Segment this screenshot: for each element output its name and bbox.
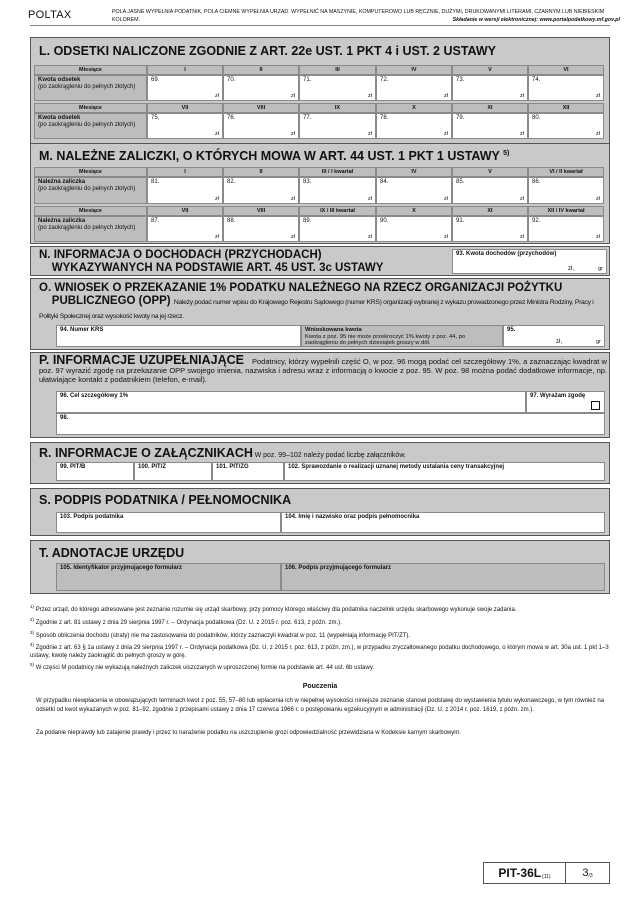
field-80[interactable]: [528, 113, 604, 139]
interest-label-text: Kwota odsetek: [38, 77, 81, 83]
field-82[interactable]: [223, 177, 299, 204]
notice-text: POLA JASNE WYPEŁNIA PODATNIK, POLA CIEMNE WYPEŁNIA URZĄD. WYPEŁNIĆ NA MASZYNIE, KOMPUTEROWO LUB RĘCZNIE, DUŻYMI, DRUKOWANYMI LITERAMI, CZARNYM LUB NIEBIESKIM KOLOREM.: [112, 9, 605, 23]
field-104-proxy[interactable]: [281, 512, 605, 533]
field-number: 80.: [532, 115, 541, 121]
field-94-label: 94. Numer KRS: [60, 327, 104, 333]
section-r-header: [39, 446, 406, 460]
unit-label: zł: [596, 93, 600, 99]
field-number: 84.: [380, 179, 389, 185]
field-101-label: 101. PIT/ZG: [216, 464, 249, 470]
requested-amount-info: [301, 325, 503, 347]
field-96-purpose[interactable]: [56, 391, 526, 413]
interest-label-sub: (po zaokrągleniu do pełnych złotych): [38, 84, 136, 90]
unit-label: zł: [291, 234, 295, 240]
section-p-header: [39, 353, 607, 384]
consent-checkbox[interactable]: [591, 401, 600, 410]
footnote-text: Przez urząd, do którego adresowane jest zeznanie rozumie się urząd skarbowy, przy pomocy którego właściwy dla podatnika naczelnik urzędu skarbowego wykonuje swoje zadania.: [35, 607, 517, 613]
section-n: [30, 246, 610, 276]
form-code: PIT-36L: [498, 866, 542, 880]
field-88[interactable]: [223, 216, 299, 242]
field-77[interactable]: [299, 113, 376, 139]
section-p-description: Podatnicy, którzy wypełnili część O, w poz. 96 mogą podać cel szczegółowy 1%, a zaznaczając kwadrat w poz. 97 wyrazić zgodę na przekazanie OPP swojego imienia, nazwiska i adresu wraz z informacją o kwocie z poz. 95. W poz. 98 można podać dodatkowe informacje, np. ułatwiające kontakt z podatnikiem (telefon, e-mail).: [39, 357, 607, 384]
footnote-number: 5): [30, 662, 35, 667]
field-number: 92.: [532, 218, 541, 224]
interest-label: [34, 113, 147, 139]
month-label: X: [376, 206, 452, 216]
month-label: VI / II kwartał: [528, 167, 604, 177]
footnote-text: Zgodnie z art. 81 ustawy z dnia 29 sierpnia 1997 r. – Ordynacja podatkowa (Dz. U. z 2015 r. poz. 613, z późn. zm.).: [35, 620, 342, 626]
field-97-consent[interactable]: [526, 391, 605, 413]
month-label: I: [147, 65, 223, 75]
month-label: XI: [452, 103, 528, 113]
instructions-paragraph-2: Za podanie nieprawdy lub zatajenie prawdy i przez to narażenie podatku na uszczuplenie grozi odpowiedzialność przewidziana w Kodeksie karnym skarbowym.: [36, 730, 461, 736]
section-l-months-1: [34, 65, 604, 75]
field-number: 82.: [227, 179, 236, 185]
section-m-title: [39, 149, 509, 163]
section-r-title: R. INFORMACJE O ZAŁĄCZNIKACH: [39, 446, 253, 460]
unit-zl: zł,: [556, 339, 562, 345]
field-number: 85.: [456, 179, 465, 185]
month-label: II: [223, 65, 299, 75]
field-105: [56, 563, 281, 591]
field-78[interactable]: [376, 113, 452, 139]
months-header: Miesiące: [34, 206, 147, 216]
month-label: IX: [299, 103, 376, 113]
field-103-signature[interactable]: [56, 512, 281, 533]
unit-label: zł: [291, 93, 295, 99]
footnote-number: 1): [30, 604, 35, 609]
footnote-5: [30, 661, 610, 673]
unit-label: zł: [215, 131, 219, 137]
unit-zl: zł,: [568, 266, 574, 272]
footnote-text: Zgodnie z art. 63 § 1a ustawy z dnia 29 sierpnia 1997 r. – Ordynacja podatkowa (Dz. U. z 2015 r. poz. 613, z późn. zm.), w przypadku zryczałtowanego podatku dochodowego, o którym mowa w art. 30a ust. 1 pkt 1–3 ustawy, kwotę należy zaokrąglić do pełnych groszy w górę.: [30, 645, 609, 659]
field-number: 72.: [380, 77, 389, 83]
field-number: 71.: [303, 77, 312, 83]
interest-label: [34, 75, 147, 101]
form-version: (11): [542, 873, 551, 880]
section-t-title: T. ADNOTACJE URZĘDU: [39, 546, 185, 560]
month-label: XII / IV kwartał: [528, 206, 604, 216]
month-label: III / I kwartał: [299, 167, 376, 177]
field-85[interactable]: [452, 177, 528, 204]
section-r-description: W poz. 99–102 należy podać liczbę załączników.: [254, 452, 406, 459]
footnote-ref: 5): [503, 149, 510, 157]
field-71[interactable]: [299, 75, 376, 101]
field-102-label: 102. Sprawozdanie o realizacji uznanej metody ustalania ceny transakcyjnej: [288, 464, 505, 470]
month-label: XI: [452, 206, 528, 216]
field-number: 86.: [532, 179, 541, 185]
unit-label: zł: [444, 131, 448, 137]
unit-label: zł: [291, 196, 295, 202]
footnote-number: 3): [30, 630, 35, 635]
unit-label: zł: [215, 196, 219, 202]
month-label: VIII: [223, 103, 299, 113]
requested-amount-label: Wnioskowana kwota: [305, 327, 362, 333]
footnote-1: [30, 603, 610, 615]
month-label: VIII: [223, 206, 299, 216]
section-l-values-1: [34, 75, 604, 101]
form-footer: [483, 862, 610, 884]
month-label: II: [223, 167, 299, 177]
field-99-label: 99. PIT/B: [60, 464, 86, 470]
advance-label-text: Należna zaliczka: [38, 218, 86, 224]
field-90[interactable]: [376, 216, 452, 242]
unit-label: zł: [215, 93, 219, 99]
field-number: 89.: [303, 218, 312, 224]
field-number: 81.: [151, 179, 160, 185]
unit-label: zł: [444, 196, 448, 202]
unit-label: zł: [291, 131, 295, 137]
section-l-months-2: [34, 103, 604, 113]
header-notice: [112, 8, 620, 24]
month-label: IX / III kwartał: [299, 206, 376, 216]
field-73[interactable]: [452, 75, 528, 101]
unit-label: zł: [368, 196, 372, 202]
field-102[interactable]: [284, 462, 605, 481]
section-r: [30, 442, 610, 484]
section-m-months-1: [34, 167, 604, 177]
month-label: VII: [147, 206, 223, 216]
field-number: 77.: [303, 115, 312, 121]
field-number: 69.: [151, 77, 160, 83]
field-92[interactable]: [528, 216, 604, 242]
unit-label: zł: [596, 131, 600, 137]
unit-label: zł: [520, 234, 524, 240]
unit-label: zł: [444, 234, 448, 240]
requested-amount-desc: Kwota z poz. 95 nie może przekroczyć 1% kwoty z poz. 44, po zaokrągleniu do pełnych dziesiątek groszy w dół.: [305, 333, 466, 346]
section-n-title-1: N. INFORMACJA O DOCHODACH (PRZYCHODACH): [39, 249, 322, 261]
unit-label: zł: [520, 196, 524, 202]
field-number: 76.: [227, 115, 236, 121]
advance-label-text: Należna zaliczka: [38, 179, 86, 185]
field-69[interactable]: [147, 75, 223, 101]
footnote-3: [30, 629, 610, 641]
field-number: 73.: [456, 77, 465, 83]
field-100[interactable]: [134, 462, 212, 481]
unit-label: zł: [215, 234, 219, 240]
field-number: 83.: [303, 179, 312, 185]
field-76[interactable]: [223, 113, 299, 139]
month-label: I: [147, 167, 223, 177]
section-n-title: [39, 249, 383, 275]
advance-label-sub: (po zaokrągleniu do pełnych złotych): [38, 186, 136, 192]
field-number: 88.: [227, 218, 236, 224]
advance-label: [34, 216, 147, 242]
field-104-label: 104. Imię i nazwisko oraz podpis pełnomocnika: [285, 514, 420, 520]
field-79[interactable]: [452, 113, 528, 139]
unit-label: zł: [596, 196, 600, 202]
header-divider: [30, 25, 610, 26]
field-number: 91.: [456, 218, 465, 224]
field-number: 87.: [151, 218, 160, 224]
section-s-title: S. PODPIS PODATNIKA / PEŁNOMOCNIKA: [39, 493, 292, 507]
field-93-label: 93. Kwota dochodów (przychodów): [456, 251, 557, 257]
unit-label: zł: [444, 93, 448, 99]
section-l-values-2: [34, 113, 604, 139]
page-number: [566, 863, 609, 883]
section-o: [30, 278, 610, 350]
footnote-2: [30, 616, 610, 628]
field-95-label: 95.: [507, 327, 516, 333]
unit-gr: gr: [598, 266, 603, 272]
form-id: [484, 863, 566, 883]
field-number: 75.: [151, 115, 160, 121]
field-106-label: 106. Podpis przyjmującego formularz: [285, 565, 392, 571]
interest-label-text: Kwota odsetek: [38, 115, 81, 121]
section-o-title-1: O. WNIOSEK O PRZEKAZANIE 1% PODATKU NALEŻNEGO NA RZECZ ORGANIZACJI POŻYTKU: [39, 282, 563, 294]
section-n-title-2: WYKAZYWANYCH NA PODSTAWIE ART. 45 UST. 3c USTAWY: [51, 262, 384, 274]
month-label: XII: [528, 103, 604, 113]
brand-label: POLTAX: [28, 9, 72, 21]
interest-label-sub: (po zaokrągleniu do pełnych złotych): [38, 122, 136, 128]
month-label: IV: [376, 167, 452, 177]
field-number: 78.: [380, 115, 389, 121]
field-84[interactable]: [376, 177, 452, 204]
section-p: [30, 352, 610, 438]
field-105-label: 105. Identyfikator przyjmującego formularz: [60, 565, 183, 571]
field-number: 70.: [227, 77, 236, 83]
e-filing-url[interactable]: Składanie w wersji elektronicznej: www.portalpodatkowy.mf.gov.pl: [452, 17, 620, 23]
field-91[interactable]: [452, 216, 528, 242]
section-t: [30, 540, 610, 594]
month-label: V: [452, 65, 528, 75]
field-number: 90.: [380, 218, 389, 224]
field-86[interactable]: [528, 177, 604, 204]
section-o-description: Należy podać numer wpisu do Krajowego Rejestru Sądowego (numer KRS) organizacji wybranej z wykazu prowadzonego przez Ministra Rodziny, Pracy i Polityki Społecznej oraz wysokość kwoty na jej rzecz.: [39, 299, 594, 320]
field-number: 79.: [456, 115, 465, 121]
unit-label: zł: [520, 93, 524, 99]
month-label: X: [376, 103, 452, 113]
unit-gr: gr: [596, 339, 601, 345]
field-100-label: 100. PIT/Z: [138, 464, 167, 470]
field-94-krs[interactable]: [56, 325, 301, 347]
footnote-text: Sposób obliczenia dochodu (straty) nie ma zastosowania do podatników, którzy zaznaczyli kwadrat w poz. 11 (wypełniają informację PIT/ZT).: [35, 633, 411, 639]
instructions-title: Pouczenia: [302, 683, 338, 690]
month-label: VII: [147, 103, 223, 113]
section-s: [30, 488, 610, 536]
section-p-title: P. INFORMACJE UZUPEŁNIAJĄCE: [39, 353, 244, 367]
section-m-title-text: M. NALEŻNE ZALICZKI, O KTÓRYCH MOWA W ART. 44 UST. 1 PKT 1 USTAWY: [39, 149, 500, 163]
month-label: IV: [376, 65, 452, 75]
unit-label: zł: [368, 93, 372, 99]
field-number: 74.: [532, 77, 541, 83]
field-106: [281, 563, 605, 591]
field-74[interactable]: [528, 75, 604, 101]
unit-label: zł: [520, 131, 524, 137]
months-header: Miesiące: [34, 103, 147, 113]
advance-label: [34, 177, 147, 204]
field-96-label: 96. Cel szczegółowy 1%: [60, 393, 129, 399]
page-current: 3: [582, 867, 589, 879]
month-label: III: [299, 65, 376, 75]
month-label: V: [452, 167, 528, 177]
month-label: VI: [528, 65, 604, 75]
field-103-label: 103. Podpis podatnika: [60, 514, 124, 520]
instructions-paragraph-1: W przypadku niewpłacenia w obowiązujących terminach kwot z poz. 55, 57–80 lub wpłacenia ich w niepełnej wysokości niniejsze zeznanie stanowi podstawę do wystawienia tytułu wykonawczego, w tym również na odsetki od kwot wykazanych w poz. 81–92, zgodnie z przepisami ustawy z dnia 17 czerwca 1966 r. o postępowaniu egzekucyjnym w administracji (Dz. U. z 2014 r. poz. 1619, z późn. zm.).: [36, 698, 604, 713]
field-101[interactable]: [212, 462, 284, 481]
unit-label: zł: [368, 234, 372, 240]
section-o-title: [39, 282, 604, 323]
footnote-number: 4): [30, 642, 35, 647]
section-l-title: L. ODSETKI NALICZONE ZGODNIE Z ART. 22e UST. 1 PKT 4 i UST. 2 USTAWY: [39, 44, 497, 58]
field-75[interactable]: [147, 113, 223, 139]
field-99[interactable]: [56, 462, 134, 481]
unit-label: zł: [596, 234, 600, 240]
section-o-title-2: PUBLICZNEGO (OPP): [51, 295, 171, 307]
field-87[interactable]: [147, 216, 223, 242]
section-m-values-1: [34, 177, 604, 204]
field-98-additional[interactable]: [56, 413, 605, 435]
page-total: /3: [588, 873, 593, 879]
field-83[interactable]: [299, 177, 376, 204]
field-95[interactable]: [503, 325, 605, 347]
unit-label: zł: [368, 131, 372, 137]
months-header: Miesiące: [34, 167, 147, 177]
section-m-values-2: [34, 216, 604, 242]
advance-label-sub: (po zaokrągleniu do pełnych złotych): [38, 225, 136, 231]
field-70[interactable]: [223, 75, 299, 101]
months-header: Miesiące: [34, 65, 147, 75]
field-72[interactable]: [376, 75, 452, 101]
field-93[interactable]: [452, 249, 607, 274]
footnote-number: 2): [30, 617, 35, 622]
field-81[interactable]: [147, 177, 223, 204]
field-89[interactable]: [299, 216, 376, 242]
field-97-label: 97. Wyrażam zgodę: [530, 393, 586, 399]
footnote-text: W części M podatnicy nie wykazują należnych zaliczek uiszczanych w uproszczonej formie na podstawie art. 44 ust. 6b ustawy.: [35, 665, 375, 671]
section-m-months-2: [34, 206, 604, 216]
field-98-label: 98.: [60, 415, 69, 421]
footnote-4: [30, 641, 610, 660]
